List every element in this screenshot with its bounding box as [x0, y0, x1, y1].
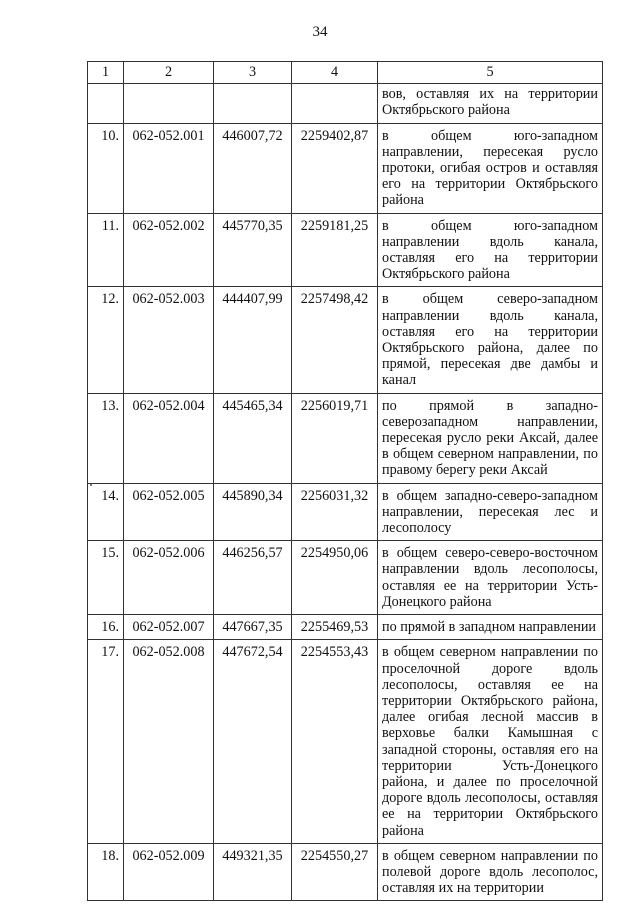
- point-code: 062-052.001: [124, 123, 214, 213]
- coord-x: 445890,34: [214, 483, 292, 541]
- table-row: [88, 640, 603, 843]
- boundary-description: в общем юго-западном направлении, пересекая русло протоки, огибая остров и оставляя его на территории Октябрьского района: [378, 123, 603, 213]
- coord-x: 446256,57: [214, 541, 292, 615]
- coord-y: 2259402,87: [292, 123, 378, 213]
- boundary-description: в общем северо-северо-восточном направлении вдоль лесополосы, оставляя ее на территории Усть-Донецкого района: [378, 541, 603, 615]
- coord-y: 2256019,71: [292, 393, 378, 483]
- row-number: [88, 84, 124, 123]
- coord-y: [292, 84, 378, 123]
- boundary-description: по прямой в западном направлении: [378, 615, 603, 640]
- boundary-description: в общем северном направлении по полевой дороге вдоль лесополос, оставляя их на территории: [378, 843, 603, 901]
- table-row: [88, 615, 603, 640]
- table-header-row: [88, 62, 603, 84]
- coord-y: 2259181,25: [292, 213, 378, 287]
- table-row: [88, 843, 603, 901]
- coord-x: 446007,72: [214, 123, 292, 213]
- row-number: 13.: [88, 393, 124, 483]
- table-row: [88, 483, 603, 541]
- coord-x: 447667,35: [214, 615, 292, 640]
- coord-x: 444407,99: [214, 287, 292, 393]
- point-code: 062-052.004: [124, 393, 214, 483]
- point-code: 062-052.008: [124, 640, 214, 843]
- page-number: 34: [312, 24, 328, 40]
- boundary-description: в общем юго-западном направлении вдоль канала, оставляя его на территории Октябрьского района: [378, 213, 603, 287]
- table-row: [88, 123, 603, 213]
- table-row: [88, 541, 603, 615]
- scan-speck: [90, 484, 92, 486]
- header-col-3: 3: [214, 62, 292, 84]
- point-code: [124, 84, 214, 123]
- row-number: 15.: [88, 541, 124, 615]
- coord-y: 2254950,06: [292, 541, 378, 615]
- table-row: [88, 84, 603, 123]
- row-number: 12.: [88, 287, 124, 393]
- boundary-description: в общем западно-северо-западном направлении, пересекая лес и лесополосу: [378, 483, 603, 541]
- point-code: 062-052.003: [124, 287, 214, 393]
- point-code: 062-052.009: [124, 843, 214, 901]
- header-col-4: 4: [292, 62, 378, 84]
- boundary-table: [87, 61, 603, 901]
- point-code: 062-052.007: [124, 615, 214, 640]
- point-code: 062-052.005: [124, 483, 214, 541]
- table-row: [88, 287, 603, 393]
- header-col-5: 5: [378, 62, 603, 84]
- coord-y: 2254550,27: [292, 843, 378, 901]
- coord-x: 445770,35: [214, 213, 292, 287]
- coord-x: [214, 84, 292, 123]
- header-col-2: 2: [124, 62, 214, 84]
- point-code: 062-052.002: [124, 213, 214, 287]
- coord-x: 449321,35: [214, 843, 292, 901]
- coord-x: 447672,54: [214, 640, 292, 843]
- row-number: 16.: [88, 615, 124, 640]
- row-number: 18.: [88, 843, 124, 901]
- row-number: 17.: [88, 640, 124, 843]
- coord-y: 2255469,53: [292, 615, 378, 640]
- coord-y: 2256031,32: [292, 483, 378, 541]
- row-number: 11.: [88, 213, 124, 287]
- boundary-description: вов, оставляя их на территории Октябрьского района: [378, 84, 603, 123]
- boundary-description: в общем северном направлении по проселочной дороге вдоль лесополосы, оставляя ее на территории Октябрьского района, далее огибая лесной массив в верховье балки Камышная с западной стороны, оставляя его на территории Усть-Донецкого района, и далее по проселочной дороге вдоль лесополосы, оставляя ее на территории Октябрьского района: [378, 640, 603, 843]
- row-number: 14.: [88, 483, 124, 541]
- header-col-1: 1: [88, 62, 124, 84]
- coord-y: 2257498,42: [292, 287, 378, 393]
- table-row: [88, 213, 603, 287]
- boundary-description: по прямой в западно-северозападном направлении, пересекая русло реки Аксай, далее в общем северном направлении, по правому берегу реки Аксай: [378, 393, 603, 483]
- coord-y: 2254553,43: [292, 640, 378, 843]
- coord-x: 445465,34: [214, 393, 292, 483]
- table-row: [88, 393, 603, 483]
- row-number: 10.: [88, 123, 124, 213]
- point-code: 062-052.006: [124, 541, 214, 615]
- boundary-description: в общем северо-западном направлении вдоль канала, оставляя его на территории Октябрьского района, далее по прямой, пересекая две дамбы и канал: [378, 287, 603, 393]
